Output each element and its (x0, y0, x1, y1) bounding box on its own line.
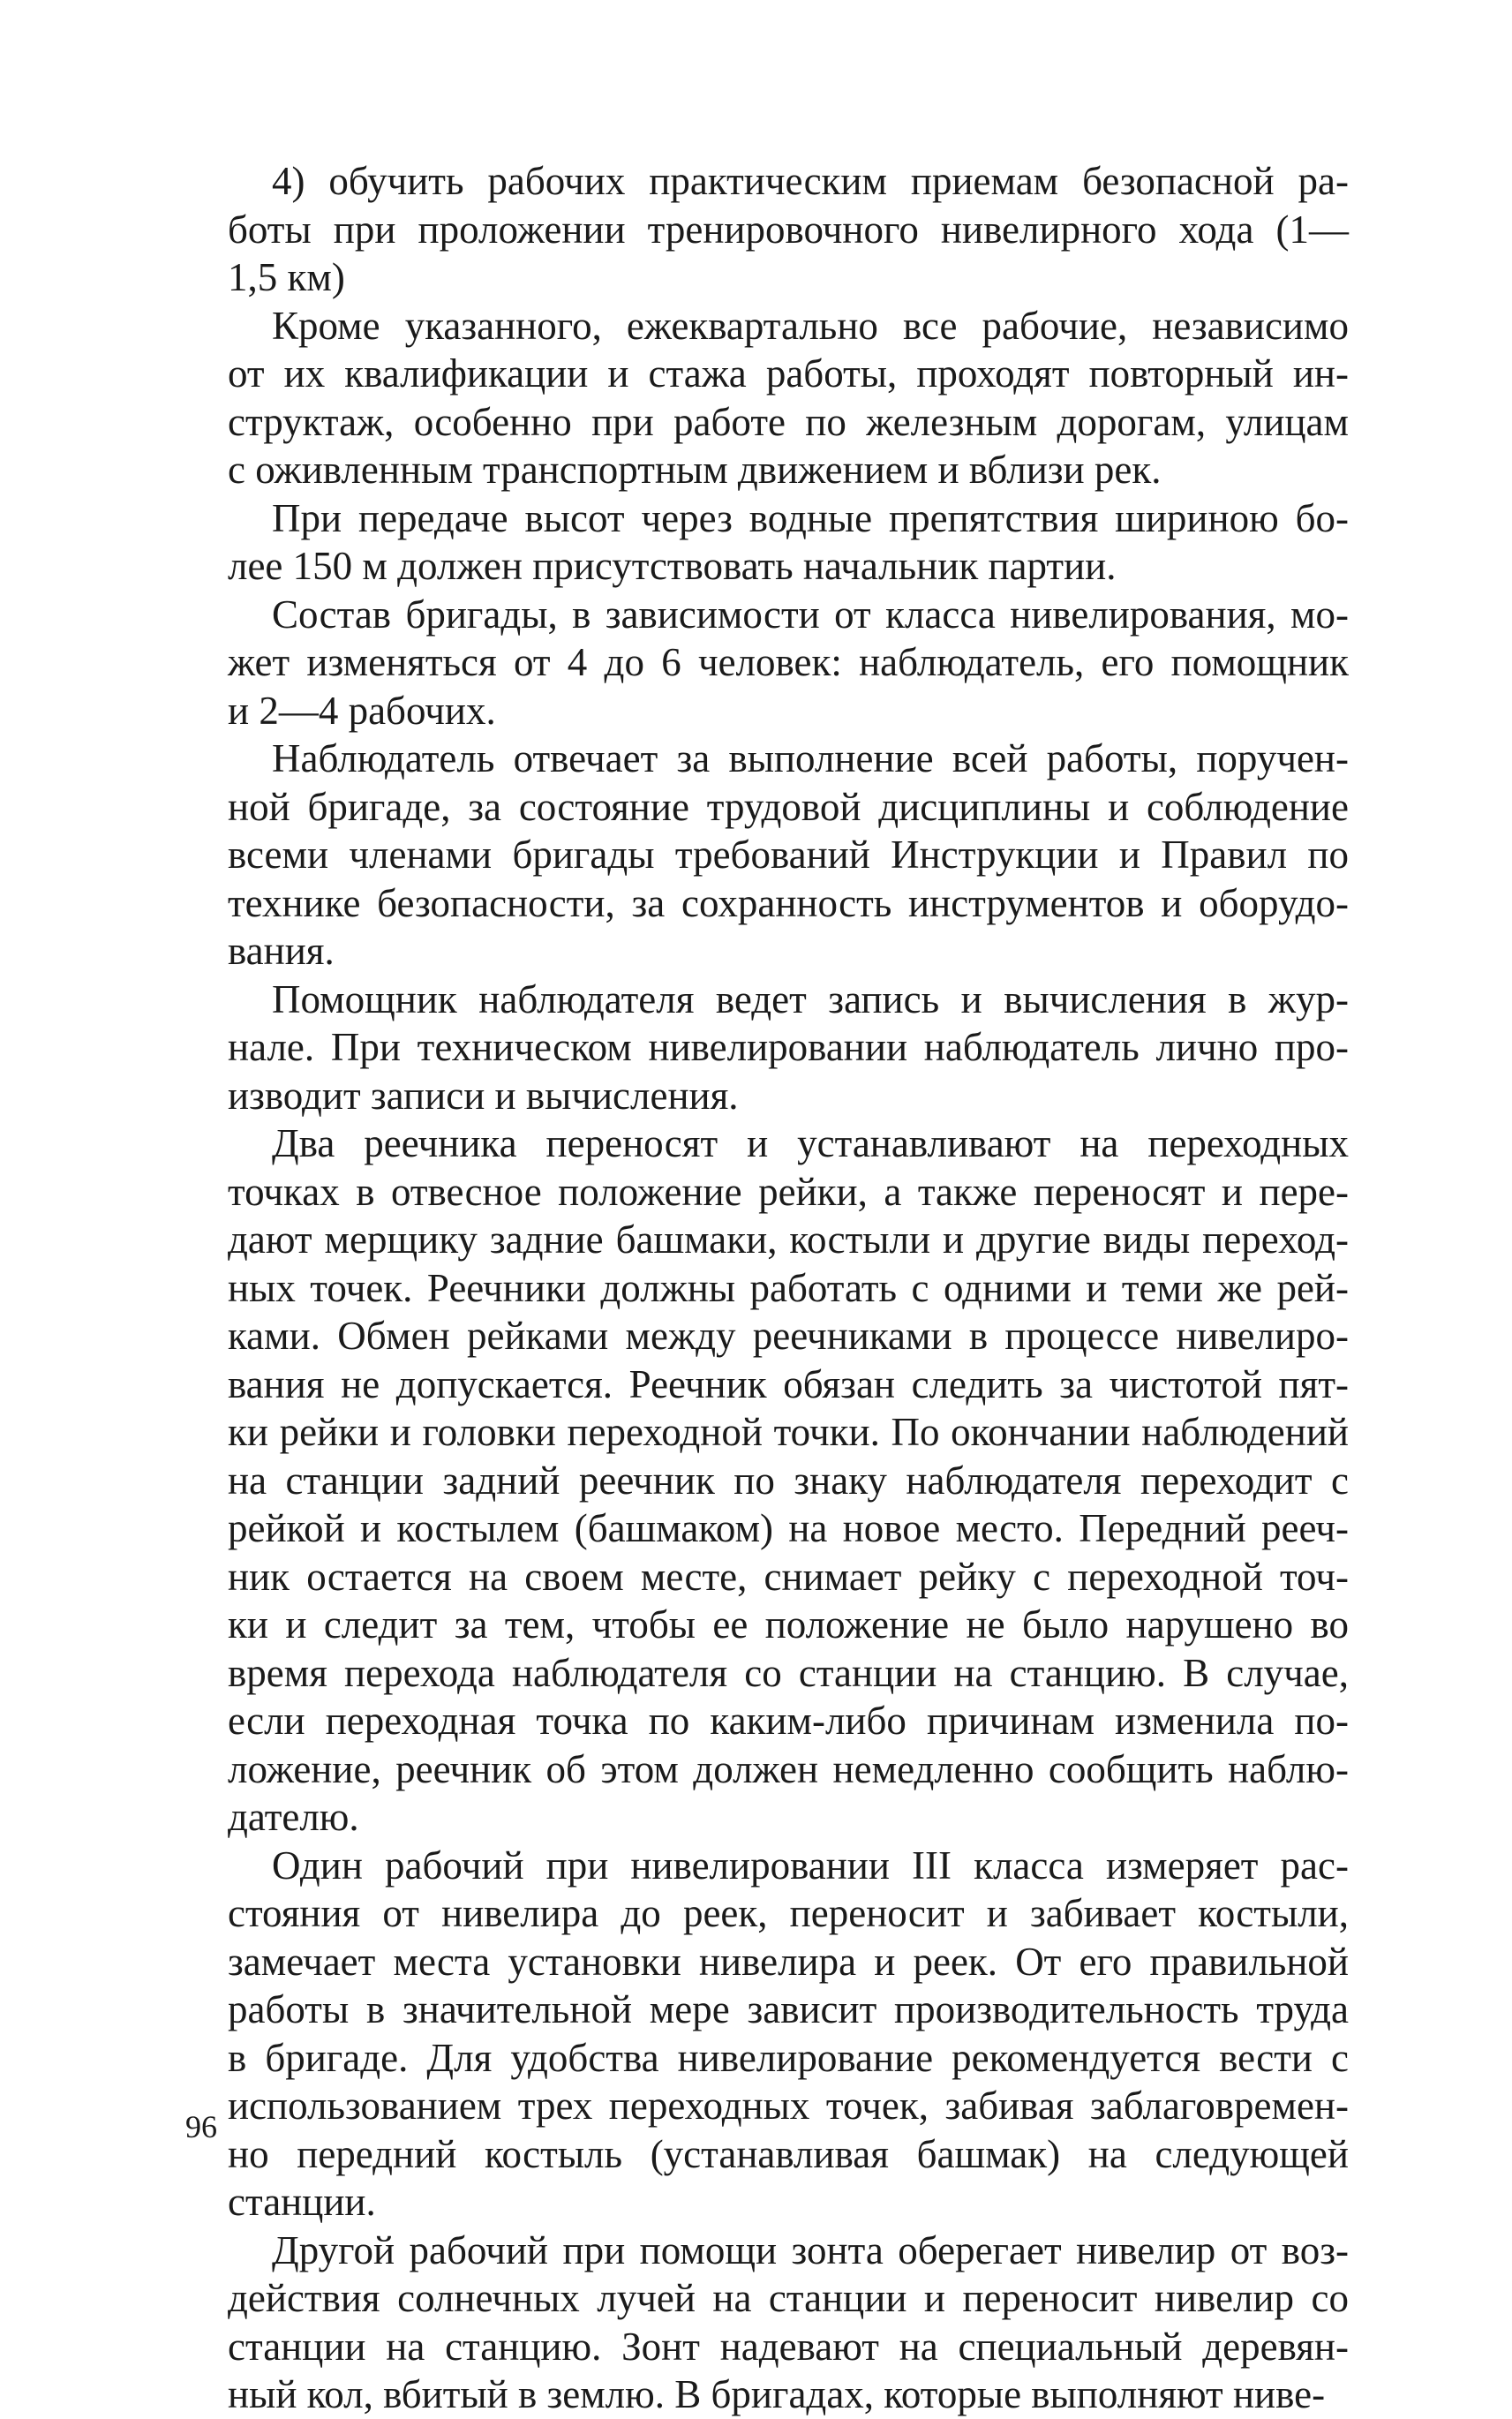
text-line: Кроме указанного, ежеквартально все рабочие, независимо (272, 303, 1349, 348)
text-line: в бригаде. Для удобства нивелирование рекомендуется вести с (228, 2035, 1349, 2080)
text-line: с оживленным транспортным движением и вблизи рек. (228, 448, 1162, 492)
paragraph (184, 976, 1349, 1120)
text-line: вания не допускается. Реечник обязан следить за чистотой пят- (228, 1361, 1349, 1406)
text-line: ных точек. Реечники должны работать с одними и теми же рей- (228, 1265, 1349, 1310)
paragraph (184, 2227, 1349, 2419)
text-line: использованием трех переходных точек, забивая заблаговремен- (228, 2084, 1349, 2128)
page-body (184, 157, 1349, 2419)
text-line: Состав бригады, в зависимости от класса нивелирования, мо- (272, 592, 1349, 637)
text-line: технике безопасности, за сохранность инструментов и оборудо- (228, 880, 1349, 925)
text-line: дателю. (228, 1795, 359, 1839)
text-line: но передний костыль (устанавливая башмак) на следующей (228, 2131, 1349, 2176)
text-line: Один рабочий при нивелировании III класса измеряет рас- (272, 1843, 1349, 1888)
text-line: работы в значительной мере зависит производительность труда (228, 1987, 1349, 2031)
text-line: лее 150 м должен присутствовать начальник партии. (228, 544, 1117, 588)
text-line: на станции задний реечник по знаку наблюдателя переходит с (228, 1458, 1349, 1503)
text-line: изводит записи и вычисления. (228, 1073, 739, 1118)
text-line: время перехода наблюдателя со станции на станцию. В случае, (228, 1650, 1349, 1695)
text-line: ками. Обмен рейками между реечниками в процессе нивелиро- (228, 1314, 1349, 1358)
text-line: боты при проложении тренировочного нивелирного хода (1— (228, 207, 1349, 252)
text-line: ки рейки и головки переходной точки. По окончании наблюдений (228, 1410, 1349, 1454)
text-line: Наблюдатель отвечает за выполнение всей работы, поручен- (272, 736, 1349, 780)
text-line: ки и следит за тем, чтобы ее положение не было нарушено во (228, 1602, 1349, 1647)
text-line: нале. При техническом нивелировании наблюдатель лично про- (228, 1025, 1349, 1069)
page-number: 96 (185, 2109, 217, 2144)
text-line: ложение, реечник об этом должен немедленно сообщить наблю- (228, 1746, 1349, 1791)
text-line: При передаче высот через водные препятствия шириною бо- (272, 495, 1349, 540)
paragraph (184, 591, 1349, 735)
text-line: ный кол, вбитый в землю. В бригадах, которые выполняют ниве- (228, 2372, 1326, 2416)
text-line: дают мерщику задние башмаки, костыли и другие виды переход- (228, 1217, 1349, 1262)
text-line: от их квалификации и стажа работы, проходят повторный ин- (228, 351, 1349, 396)
text-line: ник остается на своем месте, снимает рейку с переходной точ- (228, 1554, 1349, 1599)
text-line: Два реечника переносят и устанавливают на переходных (272, 1121, 1349, 1165)
text-line: станции. (228, 2180, 376, 2224)
text-line: 4) обучить рабочих практическим приемам безопасной ра- (272, 159, 1349, 203)
text-line: рейкой и костылем (башмаком) на новое место. Передний рееч- (228, 1506, 1349, 1550)
text-line: Помощник наблюдателя ведет запись и вычисления в жур- (272, 976, 1349, 1021)
text-line: если переходная точка по каким-либо причинам изменила по- (228, 1699, 1349, 1743)
text-line: и 2—4 рабочих. (228, 688, 496, 733)
paragraph (184, 735, 1349, 976)
text-line: вания. (228, 929, 335, 973)
text-line: всеми членами бригады требований Инструкции и Правил по (228, 833, 1349, 877)
text-line: 1,5 км) (228, 255, 345, 299)
text-line: ной бригаде, за состояние трудовой дисциплины и соблюдение (228, 784, 1349, 829)
text-line: Другой рабочий при помощи зонта оберегает нивелир от воз- (272, 2227, 1349, 2272)
paragraph (184, 157, 1349, 302)
text-line: действия солнечных лучей на станции и переносит нивелир со (228, 2276, 1349, 2320)
text-line: станции на станцию. Зонт надевают на специальный деревян- (228, 2324, 1349, 2369)
paragraph (184, 302, 1349, 494)
text-line: стояния от нивелира до реек, переносит и забивает костыли, (228, 1891, 1349, 1935)
text-line: жет изменяться от 4 до 6 человек: наблюдатель, его помощник (228, 640, 1349, 684)
paragraph (184, 494, 1349, 591)
paragraph (184, 1842, 1349, 2227)
text-line: точках в отвесное положение рейки, а также переносят и пере- (228, 1169, 1349, 1214)
text-line: замечает места установки нивелира и реек. От его правильной (228, 1939, 1349, 1984)
text-line: структаж, особенно при работе по железным дорогам, улицам (228, 399, 1349, 444)
paragraph (184, 1119, 1349, 1842)
